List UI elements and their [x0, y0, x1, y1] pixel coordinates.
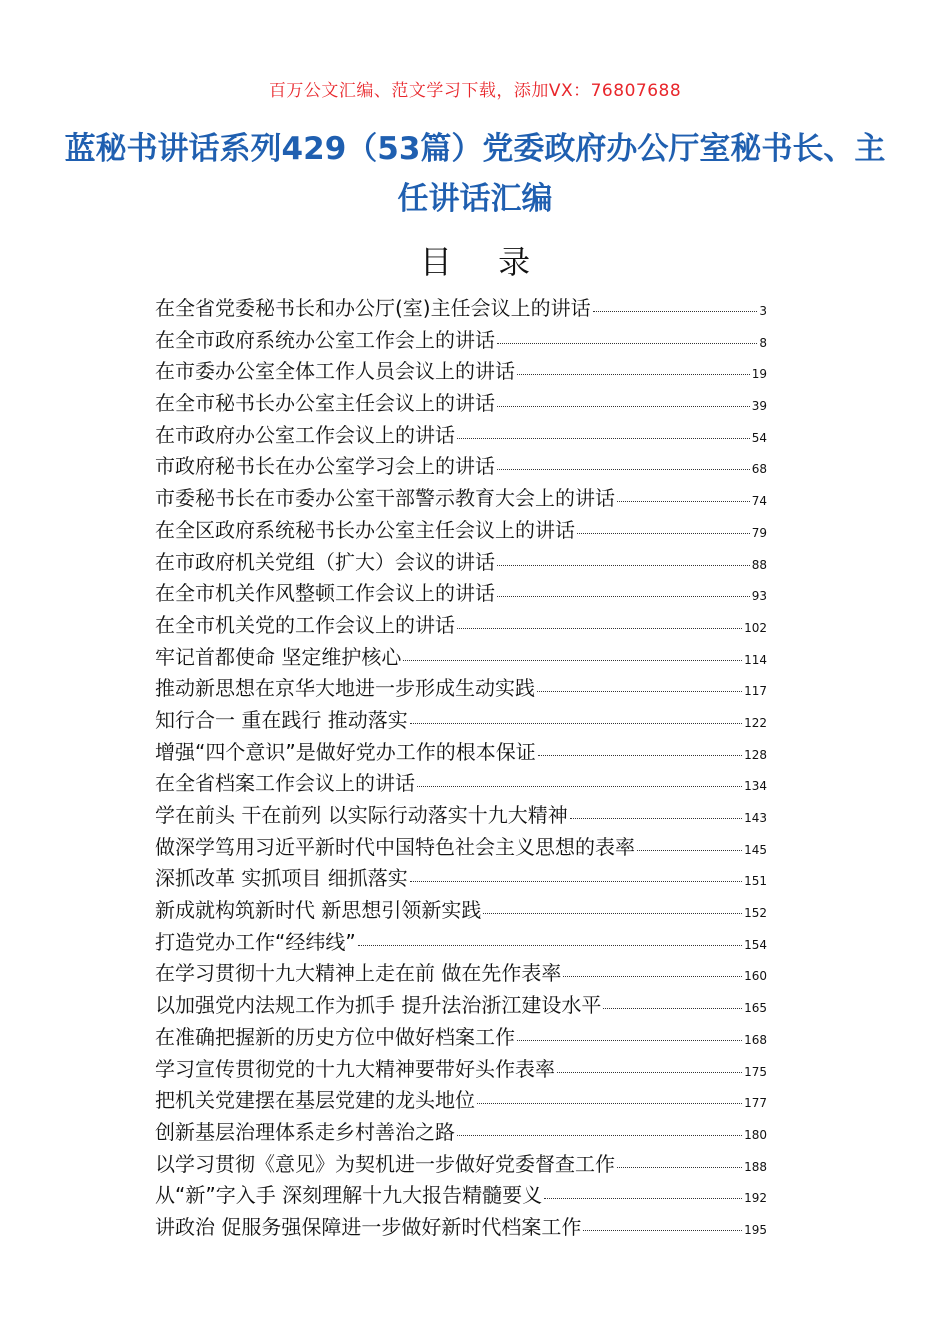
toc-entry-title: 在全区政府系统秘书长办公室主任会议上的讲话	[155, 517, 575, 542]
toc-dot-leader	[583, 1230, 742, 1231]
toc-entry-page-number: 122	[744, 715, 767, 730]
toc-entry-title: 在准确把握新的历史方位中做好档案工作	[155, 1024, 515, 1049]
toc-entry-title: 讲政治 促服务强保障进一步做好新时代档案工作	[155, 1214, 582, 1239]
toc-entry-page-number: 154	[744, 937, 767, 952]
toc-entry-title: 在全市机关党的工作会议上的讲话	[155, 612, 455, 637]
toc-entry[interactable]	[155, 1117, 767, 1149]
toc-entry[interactable]	[155, 863, 767, 895]
toc-entry[interactable]	[155, 293, 767, 325]
header-note: 百万公文汇编、范文学习下载，添加VX：76807688	[268, 81, 682, 101]
toc-entry-title: 创新基层治理体系走乡村善治之路	[155, 1119, 455, 1144]
toc-dot-leader	[457, 1135, 742, 1136]
toc-dot-leader	[570, 818, 742, 819]
toc-dot-leader	[637, 850, 742, 851]
toc-entry[interactable]	[155, 990, 767, 1022]
toc-entry-title: 在市政府机关党组（扩大）会议的讲话	[155, 549, 495, 574]
toc-entry-page-number: 175	[744, 1064, 767, 1079]
toc-entry-title: 在全市秘书长办公室主任会议上的讲话	[155, 391, 495, 416]
toc-entry-title: 市政府秘书长在办公室学习会上的讲话	[155, 454, 495, 479]
toc-dot-leader	[544, 1198, 742, 1199]
toc-entry-title: 打造党办工作“经纬线”	[155, 929, 356, 954]
toc-entry-page-number: 192	[744, 1191, 767, 1206]
toc-entry-title: 推动新思想在京华大地进一步形成生动实践	[155, 676, 535, 701]
toc-entry-title: 在市委办公室全体工作人员会议上的讲话	[155, 359, 515, 384]
toc-entry[interactable]	[155, 356, 767, 388]
toc-entry-page-number: 79	[751, 525, 767, 540]
toc-entry[interactable]	[155, 1212, 767, 1244]
toc-entry[interactable]	[155, 673, 767, 705]
document-title: 蓝秘书讲话系列429（53篇）党委政府办公厅室秘书长、主任讲话汇编	[64, 131, 886, 217]
toc-dot-leader	[497, 406, 750, 407]
toc-dot-leader	[483, 913, 742, 914]
toc-entry-title: 在学习贯彻十九大精神上走在前 做在先作表率	[155, 961, 562, 986]
toc-dot-leader	[417, 786, 742, 787]
toc-entry[interactable]	[155, 547, 767, 579]
toc-dot-leader	[563, 976, 742, 977]
toc-dot-leader	[497, 469, 750, 470]
toc-dot-leader	[603, 1008, 742, 1009]
toc-dot-leader	[577, 533, 750, 534]
toc-entry-page-number: 143	[744, 811, 767, 825]
toc-entry-title: 从“新”字入手 深刻理解十九大报告精髓要义	[155, 1183, 543, 1208]
toc-entry-page-number: 93	[751, 589, 767, 604]
toc-entry-page-number: 39	[751, 399, 767, 414]
toc-entry[interactable]	[155, 1149, 767, 1181]
toc-entry-title: 深抓改革 实抓项目 细抓落实	[155, 866, 408, 891]
toc-entry-page-number: 8	[759, 335, 767, 350]
toc-dot-leader	[537, 691, 742, 692]
toc-entry-page-number: 195	[744, 1222, 767, 1237]
toc-entry[interactable]	[155, 768, 767, 800]
toc-entry-title: 牢记首都使命 坚定维护核心	[155, 644, 402, 669]
toc-dot-leader	[477, 1103, 742, 1104]
toc-entry-page-number: 74	[751, 494, 767, 509]
toc-entry-page-number: 177	[744, 1096, 767, 1111]
toc-dot-leader	[593, 311, 758, 312]
toc-dot-leader	[497, 343, 757, 344]
toc-entry[interactable]	[155, 610, 767, 642]
toc-dot-leader	[617, 1167, 742, 1168]
toc-entry[interactable]	[155, 483, 767, 515]
toc-dot-leader	[517, 374, 750, 375]
toc-entry-page-number: 54	[751, 430, 767, 445]
toc-entry[interactable]	[155, 1085, 767, 1117]
toc-entry-title: 以学习贯彻《意见》为契机进一步做好党委督查工作	[155, 1151, 615, 1176]
toc-dot-leader	[358, 945, 742, 946]
toc-entry-title: 新成就构筑新时代 新思想引领新实践	[155, 898, 482, 923]
table-of-contents	[155, 293, 767, 1244]
toc-entry-title: 学习宣传贯彻党的十九大精神要带好头作表率	[155, 1056, 555, 1081]
toc-entry-title: 在全市政府系统办公室工作会上的讲话	[155, 327, 495, 352]
toc-dot-leader	[557, 1072, 742, 1073]
toc-entry[interactable]	[155, 642, 767, 674]
toc-entry[interactable]	[155, 705, 767, 737]
toc-entry-page-number: 188	[744, 1159, 767, 1174]
toc-entry[interactable]	[155, 927, 767, 959]
toc-entry-page-number: 117	[744, 684, 767, 699]
toc-entry-page-number: 165	[744, 1001, 767, 1016]
toc-heading: 目 录	[419, 243, 549, 281]
toc-dot-leader	[403, 660, 742, 661]
toc-entry[interactable]	[155, 895, 767, 927]
toc-entry[interactable]	[155, 420, 767, 452]
toc-entry-page-number: 168	[744, 1032, 767, 1047]
toc-dot-leader	[538, 755, 742, 756]
toc-dot-leader	[457, 628, 742, 629]
toc-dot-leader	[517, 1040, 742, 1041]
toc-entry[interactable]	[155, 388, 767, 420]
toc-entry[interactable]	[155, 737, 767, 769]
toc-entry[interactable]	[155, 325, 767, 357]
toc-dot-leader	[617, 501, 750, 502]
toc-entry[interactable]	[155, 578, 767, 610]
toc-entry-page-number: 134	[744, 779, 767, 794]
toc-dot-leader	[497, 565, 750, 566]
toc-entry-title: 在市政府办公室工作会议上的讲话	[155, 422, 455, 447]
toc-entry-title: 知行合一 重在践行 推动落实	[155, 707, 408, 732]
toc-entry-page-number: 160	[744, 969, 767, 984]
toc-entry-title: 增强“四个意识”是做好党办工作的根本保证	[155, 739, 536, 764]
toc-entry[interactable]	[155, 1054, 767, 1086]
toc-entry[interactable]	[155, 1180, 767, 1212]
toc-entry[interactable]	[155, 800, 767, 832]
toc-entry-page-number: 145	[744, 842, 767, 857]
toc-dot-leader	[410, 723, 742, 724]
toc-entry[interactable]	[155, 832, 767, 864]
toc-entry-title: 在全省党委秘书长和办公厅(室)主任会议上的讲话	[155, 296, 591, 320]
toc-entry-page-number: 102	[744, 620, 767, 635]
toc-entry[interactable]	[155, 1022, 767, 1054]
toc-entry-page-number: 68	[751, 462, 767, 477]
toc-entry[interactable]	[155, 958, 767, 990]
toc-entry-title: 市委秘书长在市委办公室干部警示教育大会上的讲话	[155, 486, 615, 511]
toc-entry-page-number: 114	[744, 652, 767, 667]
toc-entry-title: 在全市机关作风整顿工作会议上的讲话	[155, 581, 495, 606]
toc-entry-page-number: 152	[744, 906, 767, 921]
toc-entry-page-number: 180	[744, 1127, 767, 1142]
toc-dot-leader	[497, 596, 750, 597]
toc-entry-page-number: 19	[751, 367, 767, 382]
toc-entry-page-number: 128	[744, 747, 767, 762]
toc-entry-page-number: 88	[751, 557, 767, 572]
toc-entry-title: 学在前头 干在前列 以实际行动落实十九大精神	[155, 803, 568, 827]
toc-entry[interactable]	[155, 515, 767, 547]
toc-dot-leader	[457, 438, 750, 439]
toc-entry-title: 把机关党建摆在基层党建的龙头地位	[155, 1088, 475, 1113]
toc-entry-page-number: 3	[759, 304, 767, 318]
toc-entry[interactable]	[155, 451, 767, 483]
toc-entry-page-number: 151	[744, 874, 767, 889]
toc-entry-title: 在全省档案工作会议上的讲话	[155, 771, 415, 796]
toc-entry-title: 做深学笃用习近平新时代中国特色社会主义思想的表率	[155, 834, 635, 859]
toc-dot-leader	[410, 881, 742, 882]
toc-entry-title: 以加强党内法规工作为抓手 提升法治浙江建设水平	[155, 993, 602, 1018]
